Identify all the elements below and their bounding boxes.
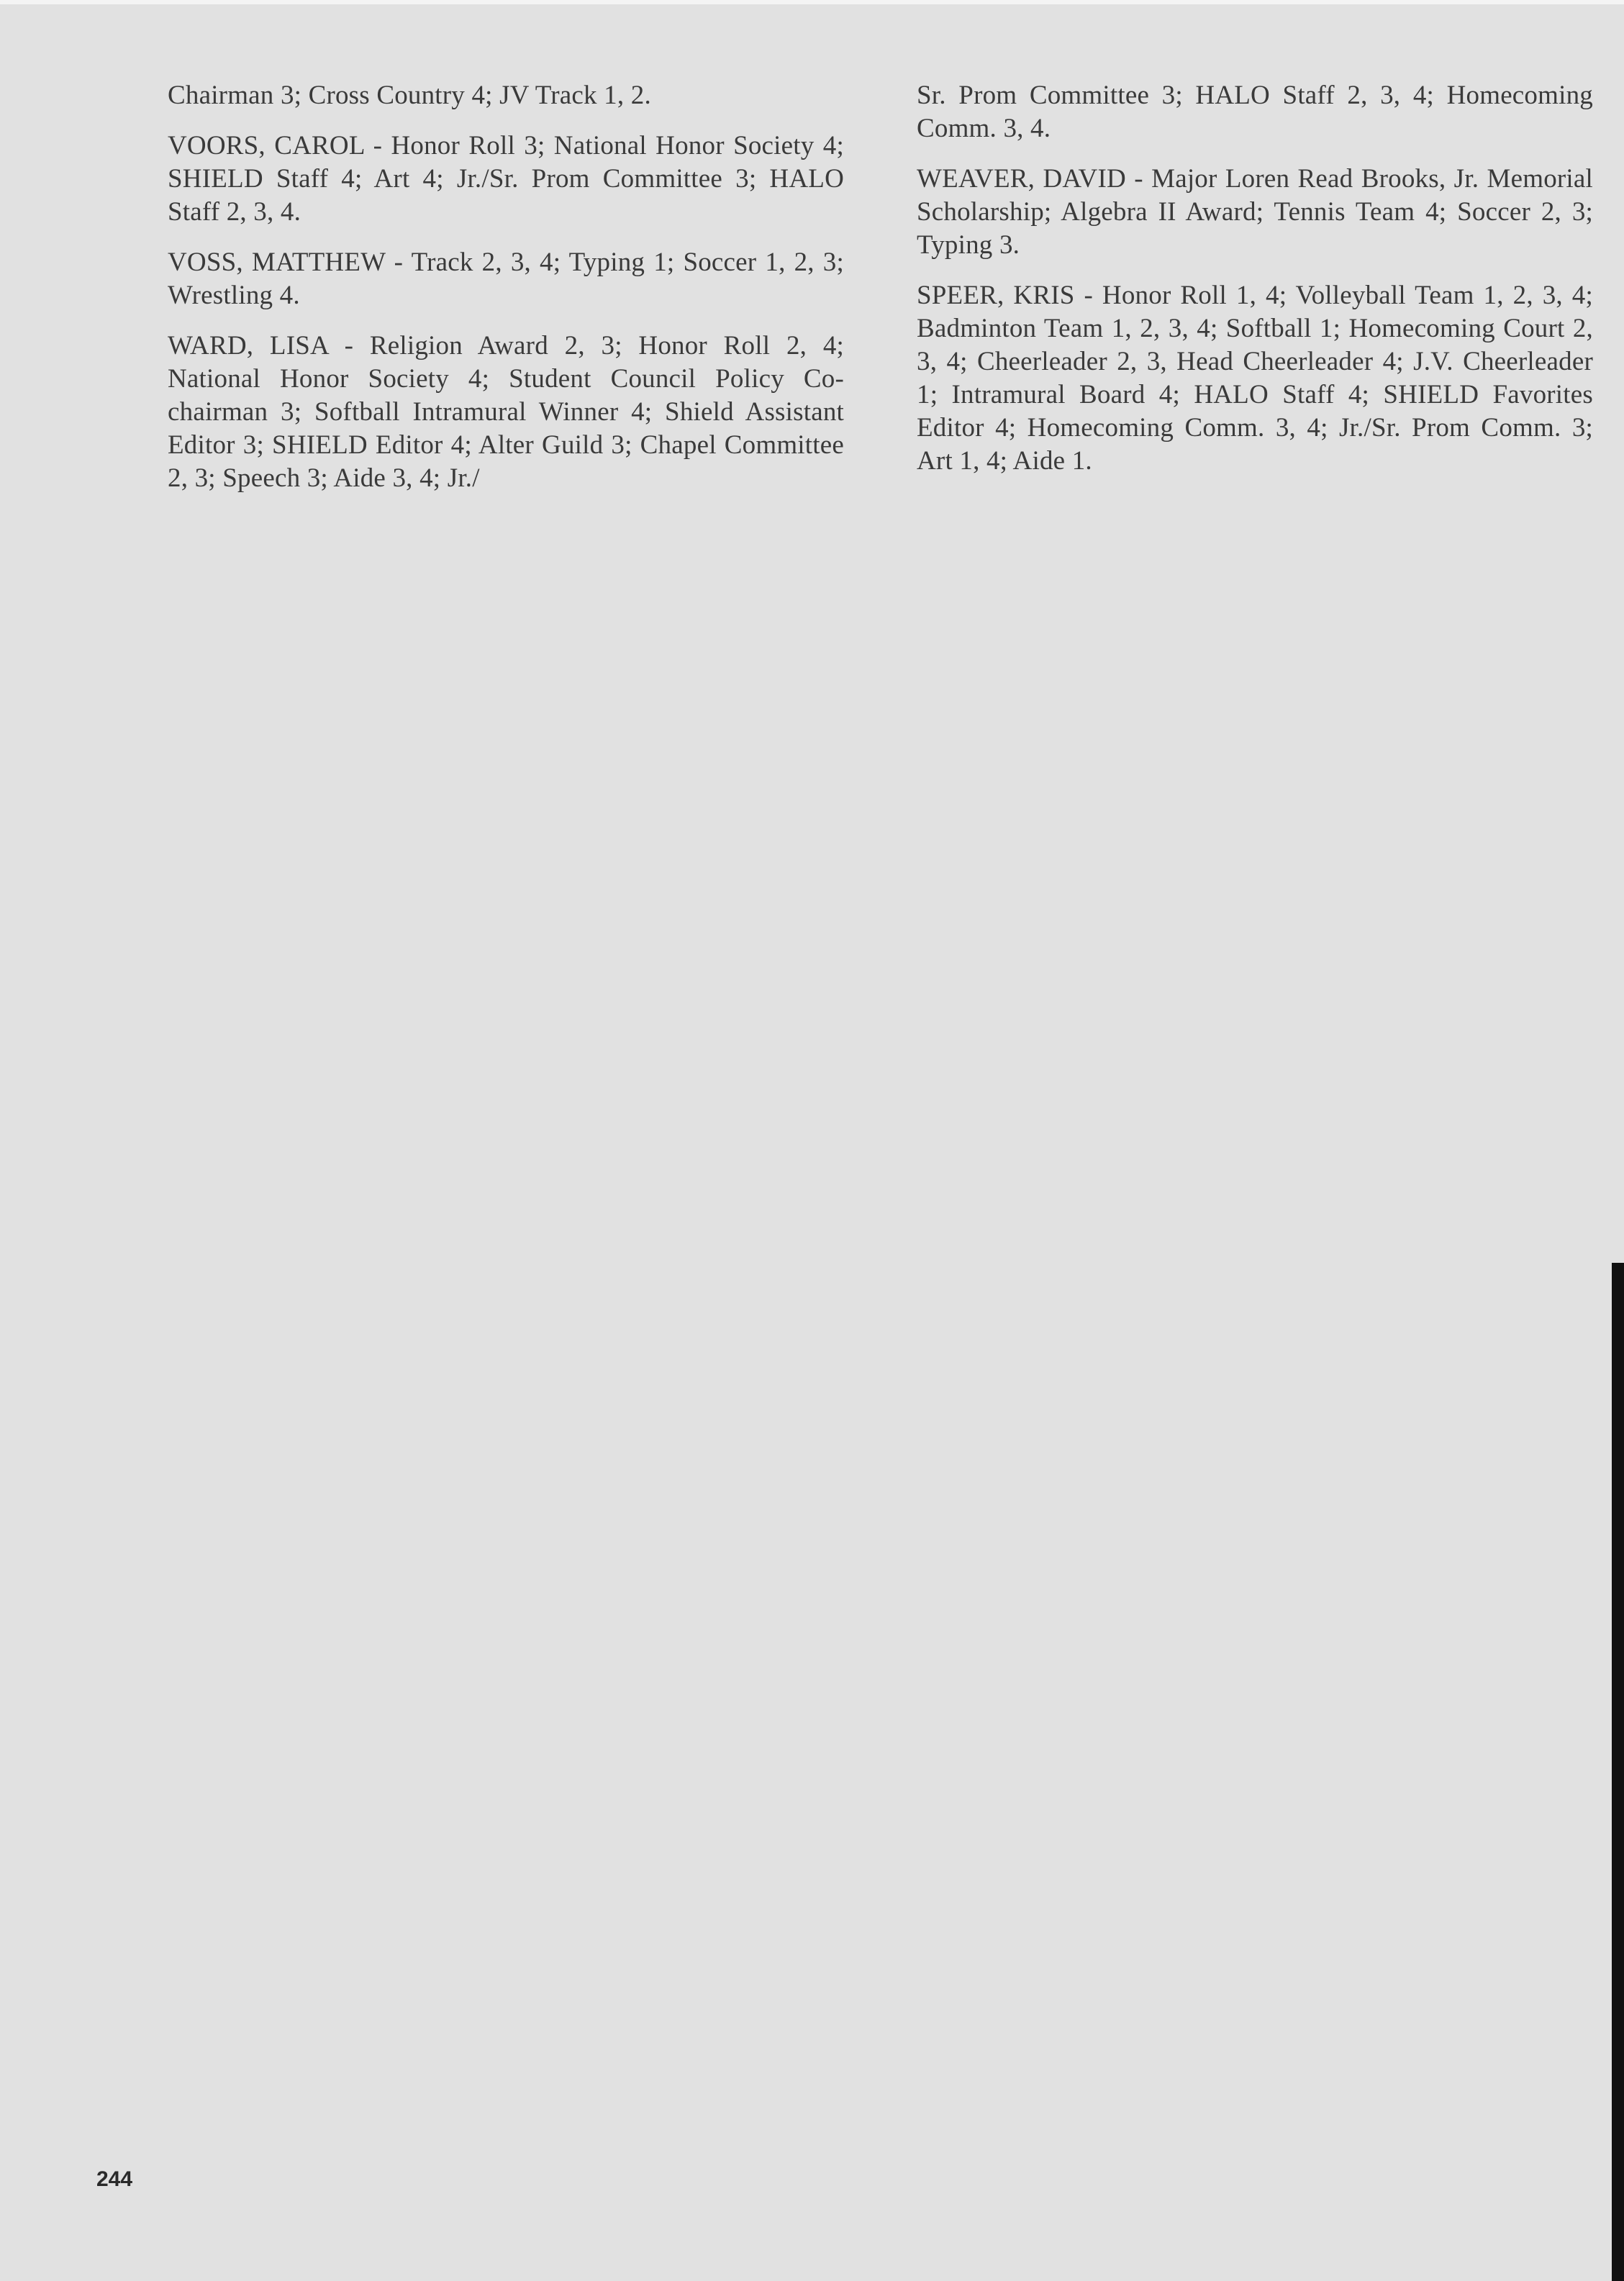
entry-chairman-continuation: Chairman 3; Cross Country 4; JV Track 1, 2.: [168, 81, 651, 110]
right-column: [917, 79, 1593, 495]
page-top-edge: [0, 0, 1624, 4]
entry-voss-matthew: VOSS, MATTHEW - Track 2, 3, 4; Typing 1; Soccer 1, 2, 3; Wrestling 4.: [168, 248, 844, 310]
entry-voors-carol: VOORS, CAROL - Honor Roll 3; National Honor Society 4; SHIELD Staff 4; Art 4; Jr./Sr. Prom Committee 3; HALO Staff 2, 3, 4.: [168, 131, 844, 227]
entry-speer-kris: SPEER, KRIS - Honor Roll 1, 4; Volleyball Team 1, 2, 3, 4; Badminton Team 1, 2, 3, 4; Softball 1; Homecoming Court 2, 3, 4; Cheerleader 2, 3, Head Cheerleader 4; J.V. Cheerleader 1; Intramural Board 4; HALO Staff 4; SHIELD Favorites Editor 4; Homecoming Comm. 3, 4; Jr./Sr. Prom Comm. 3; Art 1, 4; Aide 1.: [917, 281, 1593, 476]
entry-ward-lisa: WARD, LISA - Religion Award 2, 3; Honor Roll 2, 4; National Honor Society 4; Student Council Policy Co-chairman 3; Softball Intramural Winner 4; Shield Assistant Editor 3; SHIELD Editor 4; Alter Guild 3; Chapel Committee 2, 3; Speech 3; Aide 3, 4; Jr./: [168, 331, 844, 493]
page-number: 244: [96, 2167, 133, 2191]
left-column: [168, 79, 844, 512]
entry-weaver-david: WEAVER, DAVID - Major Loren Read Brooks, Jr. Memorial Scholarship; Algebra II Award; Tennis Team 4; Soccer 2, 3; Typing 3.: [917, 164, 1593, 260]
entry-ward-lisa-continuation: Sr. Prom Committee 3; HALO Staff 2, 3, 4; Homecoming Comm. 3, 4.: [917, 81, 1593, 143]
page-edge-shadow: [1612, 1263, 1624, 2281]
